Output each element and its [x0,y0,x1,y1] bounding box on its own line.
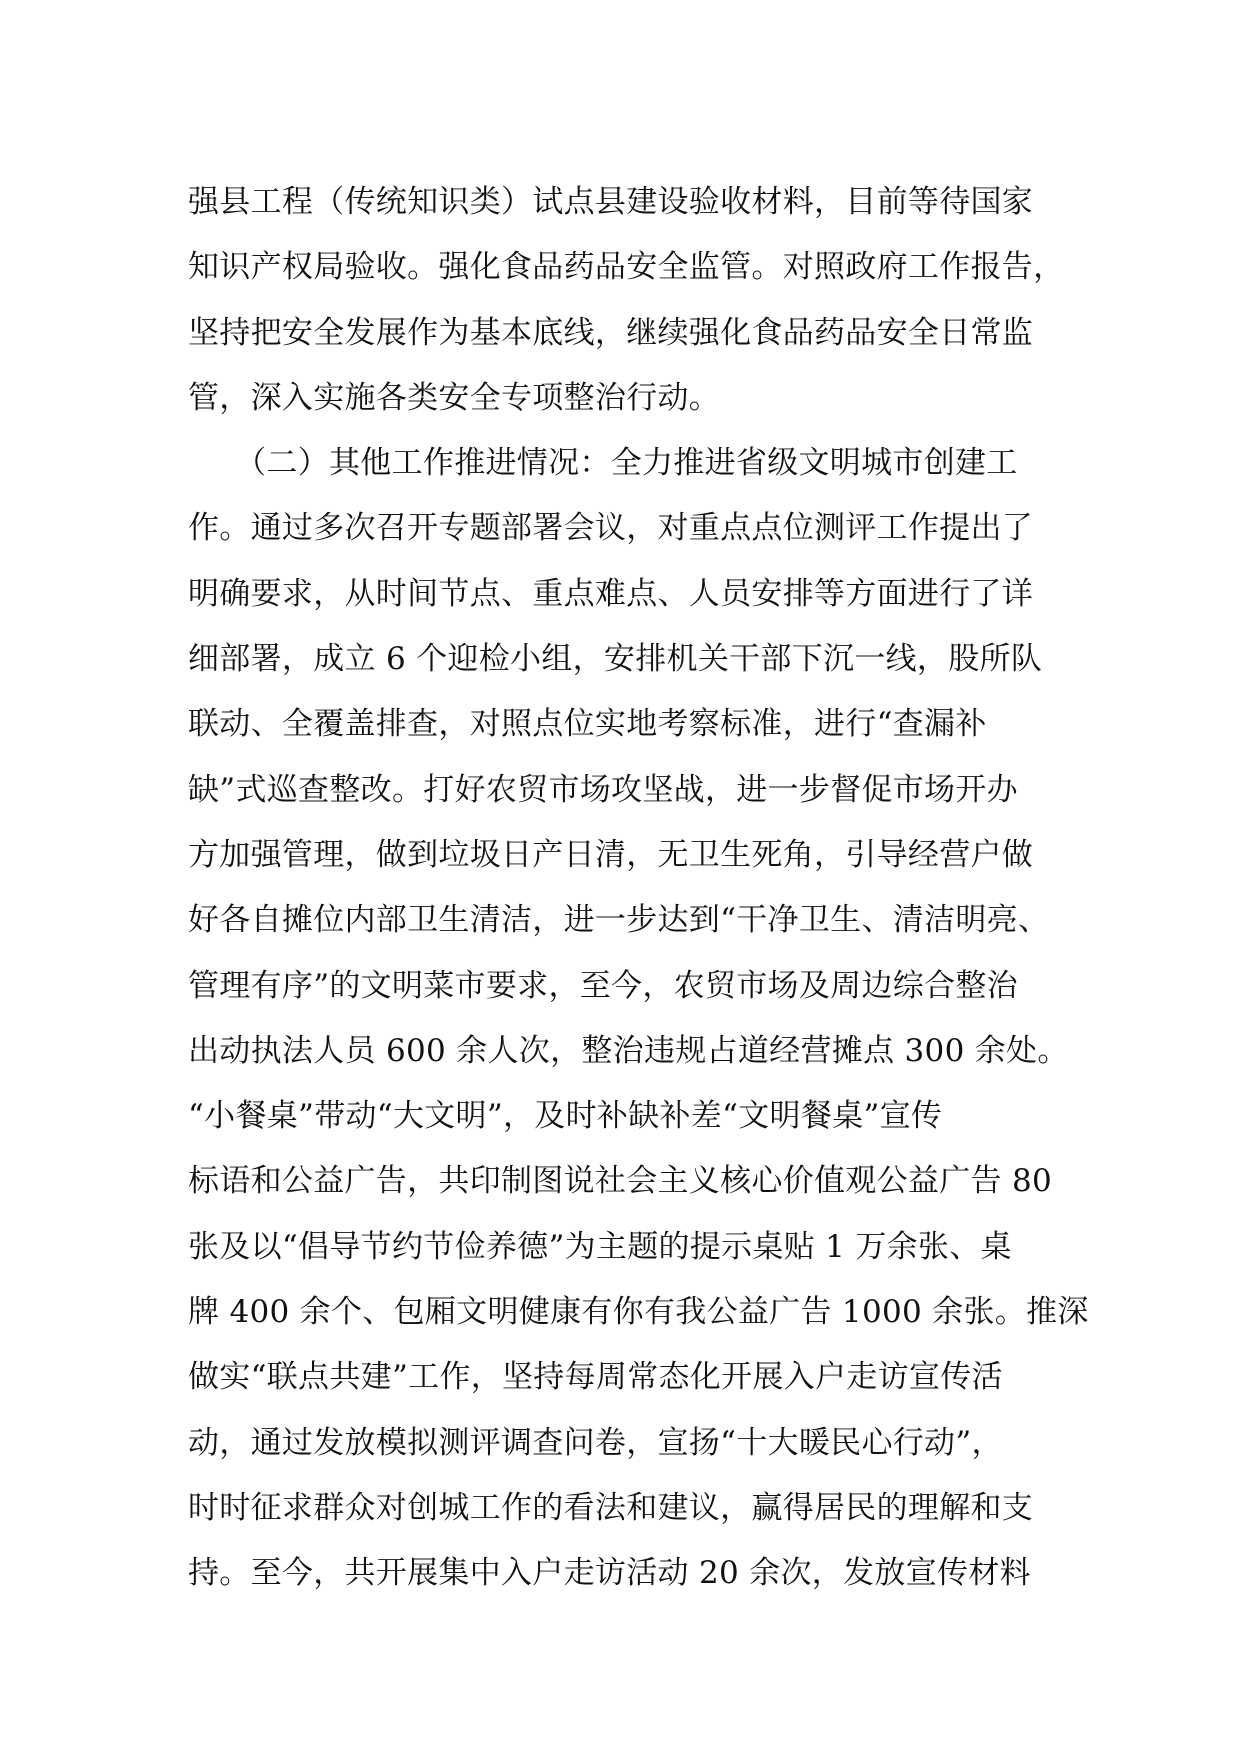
text-line: 做实“联点共建”工作，坚持每周常态化开展入户走访宣传活 [188,1359,1003,1396]
document-body [188,170,1089,1607]
text-line: 张及以“倡导节约节俭养德”为主题的提示桌贴 1 万余张、桌 [188,1228,1012,1265]
text-line: 方加强管理，做到垃圾日产日清，无卫生死角，引导经营户做 [188,836,1034,873]
text-line: 持。至今，共开展集中入户走访活动 20 余次，发放宣传材料 [188,1555,1031,1592]
text-line: 知识产权局验收。强化食品药品安全监管。对照政府工作报告， [188,249,1065,286]
text-line: “小餐桌”带动“大文明”，及时补缺补差“文明餐桌”宣传 [188,1098,943,1135]
text-line: 时时征求群众对创城工作的看法和建议，赢得居民的理解和支 [188,1489,1034,1526]
section-heading-line: （二）其他工作推进情况：全力推进省级文明城市创建工 [188,445,1018,482]
text-line: 缺”式巡查整改。打好农贸市场攻坚战，进一步督促市场开办 [188,771,1018,808]
text-line: 坚持把安全发展作为基本底线，继续强化食品药品安全日常监 [188,314,1034,351]
text-line: 细部署，成立 6 个迎检小组，安排机关干部下沉一线，股所队 [188,641,1043,678]
text-line: 作。通过多次召开专题部署会议，对重点点位测评工作提出了 [188,510,1034,547]
text-line: 管，深入实施各类安全专项整治行动。 [188,379,721,416]
text-line: 牌 400 余个、包厢文明健康有你有我公益广告 1000 余张。推深 [188,1294,1089,1331]
text-line: 标语和公益广告，共印制图说社会主义核心价值观公益广告 80 [188,1163,1052,1200]
text-line: 出动执法人员 600 余人次，整治违规占道经营摊点 300 余处。 [188,1032,1069,1069]
text-line: 强县工程（传统知识类）试点县建设验收材料，目前等待国家 [188,184,1034,220]
text-line: 动，通过发放模拟测评调查问卷，宣扬“十大暖民心行动”， [188,1424,1003,1461]
text-line: 联动、全覆盖排查，对照点位实地考察标准，进行“查漏补 [188,706,987,743]
text-line: 好各自摊位内部卫生清洁，进一步达到“干净卫生、清洁明亮、 [188,902,1050,939]
text-line: 管理有序”的文明菜市要求，至今，农贸市场及周边综合整治 [188,967,1018,1004]
text-line: 明确要求，从时间节点、重点难点、人员安排等方面进行了详 [188,575,1034,612]
